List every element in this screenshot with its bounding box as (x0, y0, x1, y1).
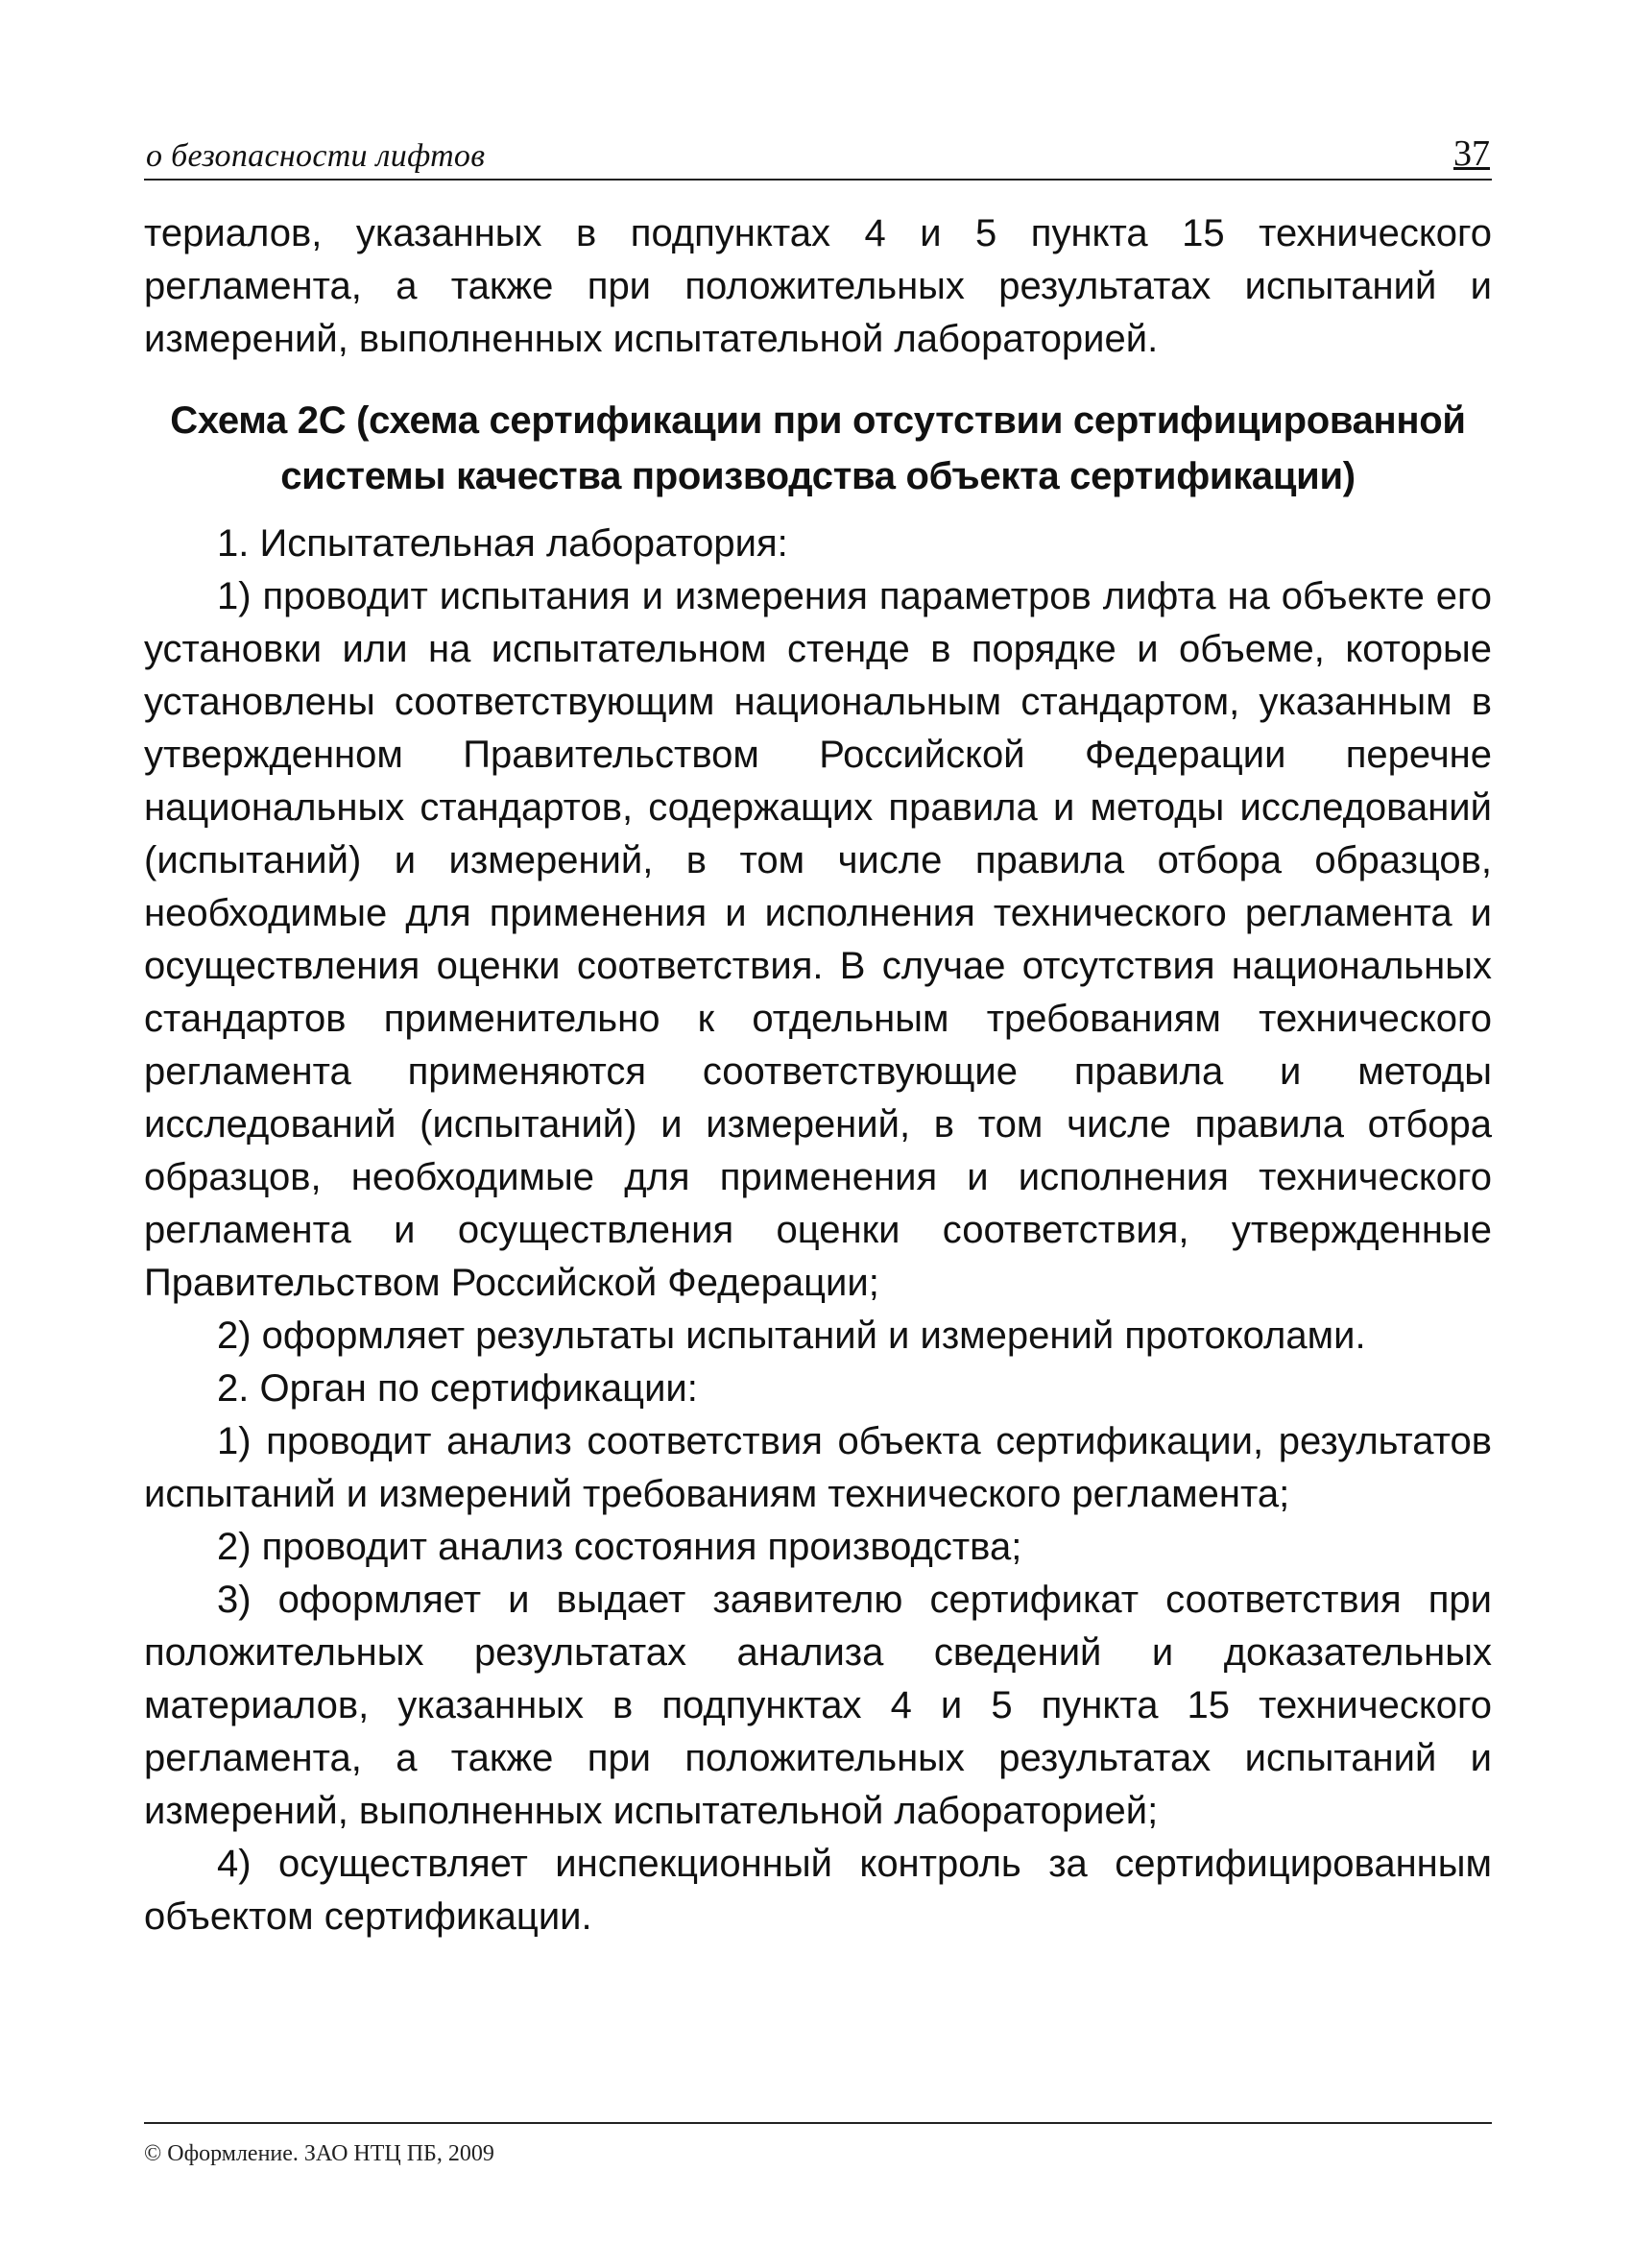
paragraph-body-item-1: 1) проводит анализ соответствия объекта сертификации, результатов испытаний и измерений требованиям технического регламента; (144, 1420, 1492, 1515)
running-title: о безопасности лифтов (146, 138, 486, 174)
section-heading-line-1: Схема 2С (схема сертификации при отсутствии сертифицированной (170, 399, 1466, 442)
paragraph-lab-item-2: 2) оформляет результаты испытаний и измерений протоколами. (217, 1315, 1366, 1357)
page-footer (144, 2122, 1492, 2167)
page-number: 37 (1453, 133, 1490, 174)
footer-text: Оформление. ЗАО НТЦ ПБ, 2009 (167, 2141, 494, 2166)
copyright-symbol: © (144, 2141, 162, 2166)
section-heading-line-2: системы качества производства объекта сертификации) (280, 455, 1356, 497)
paragraph-body-item-2: 2) проводит анализ состояния производства; (217, 1526, 1022, 1568)
section-heading (144, 393, 1492, 504)
paragraph-body-item-3: 3) оформляет и выдает заявителю сертификат соответствия при положительных результатах анализа сведений и доказательных материалов, указанных в подпунктах 4 и 5 пункта 15 технического регламента, а также при положительных результатах испытаний и измерений, выполненных испытательной лабораторией; (144, 1579, 1492, 1832)
document-page (144, 125, 1492, 2151)
intro-paragraph: териалов, указанных в подпунктах 4 и 5 пункта 15 технического регламента, а также при положительных результатах испытаний и измерений, выполненных испытательной лабораторией. (144, 212, 1492, 360)
document-body (144, 207, 1492, 1943)
paragraph-lab-item-1: 1) проводит испытания и измерения параметров лифта на объекте его установки или на испытательном стенде в порядке и объеме, которые установлены соответствующим национальным стандартом, указанным в утвержденном Правительством Российской Федерации перечне национальных стандартов, содержащих правила и методы исследований (испытаний) и измерений, в том числе правила отбора образцов, необходимые для применения и исполнения технического регламента и осуществления оценки соответствия. В случае отсутствия национальных стандартов применительно к отдельным требованиям технического регламента применяются соответствующие правила и методы исследований (испытаний) и измерений, в том числе правила отбора образцов, необходимые для применения и исполнения технического регламента и осуществления оценки соответствия, утвержденные Правительством Российской Федерации; (144, 575, 1492, 1304)
paragraph-body-title: 2. Орган по сертификации: (217, 1367, 698, 1410)
running-header (144, 125, 1492, 181)
paragraph-body-item-4: 4) осуществляет инспекционный контроль за сертифицированным объектом сертификации. (144, 1843, 1492, 1938)
paragraph-lab-title: 1. Испытательная лаборатория: (217, 522, 788, 565)
